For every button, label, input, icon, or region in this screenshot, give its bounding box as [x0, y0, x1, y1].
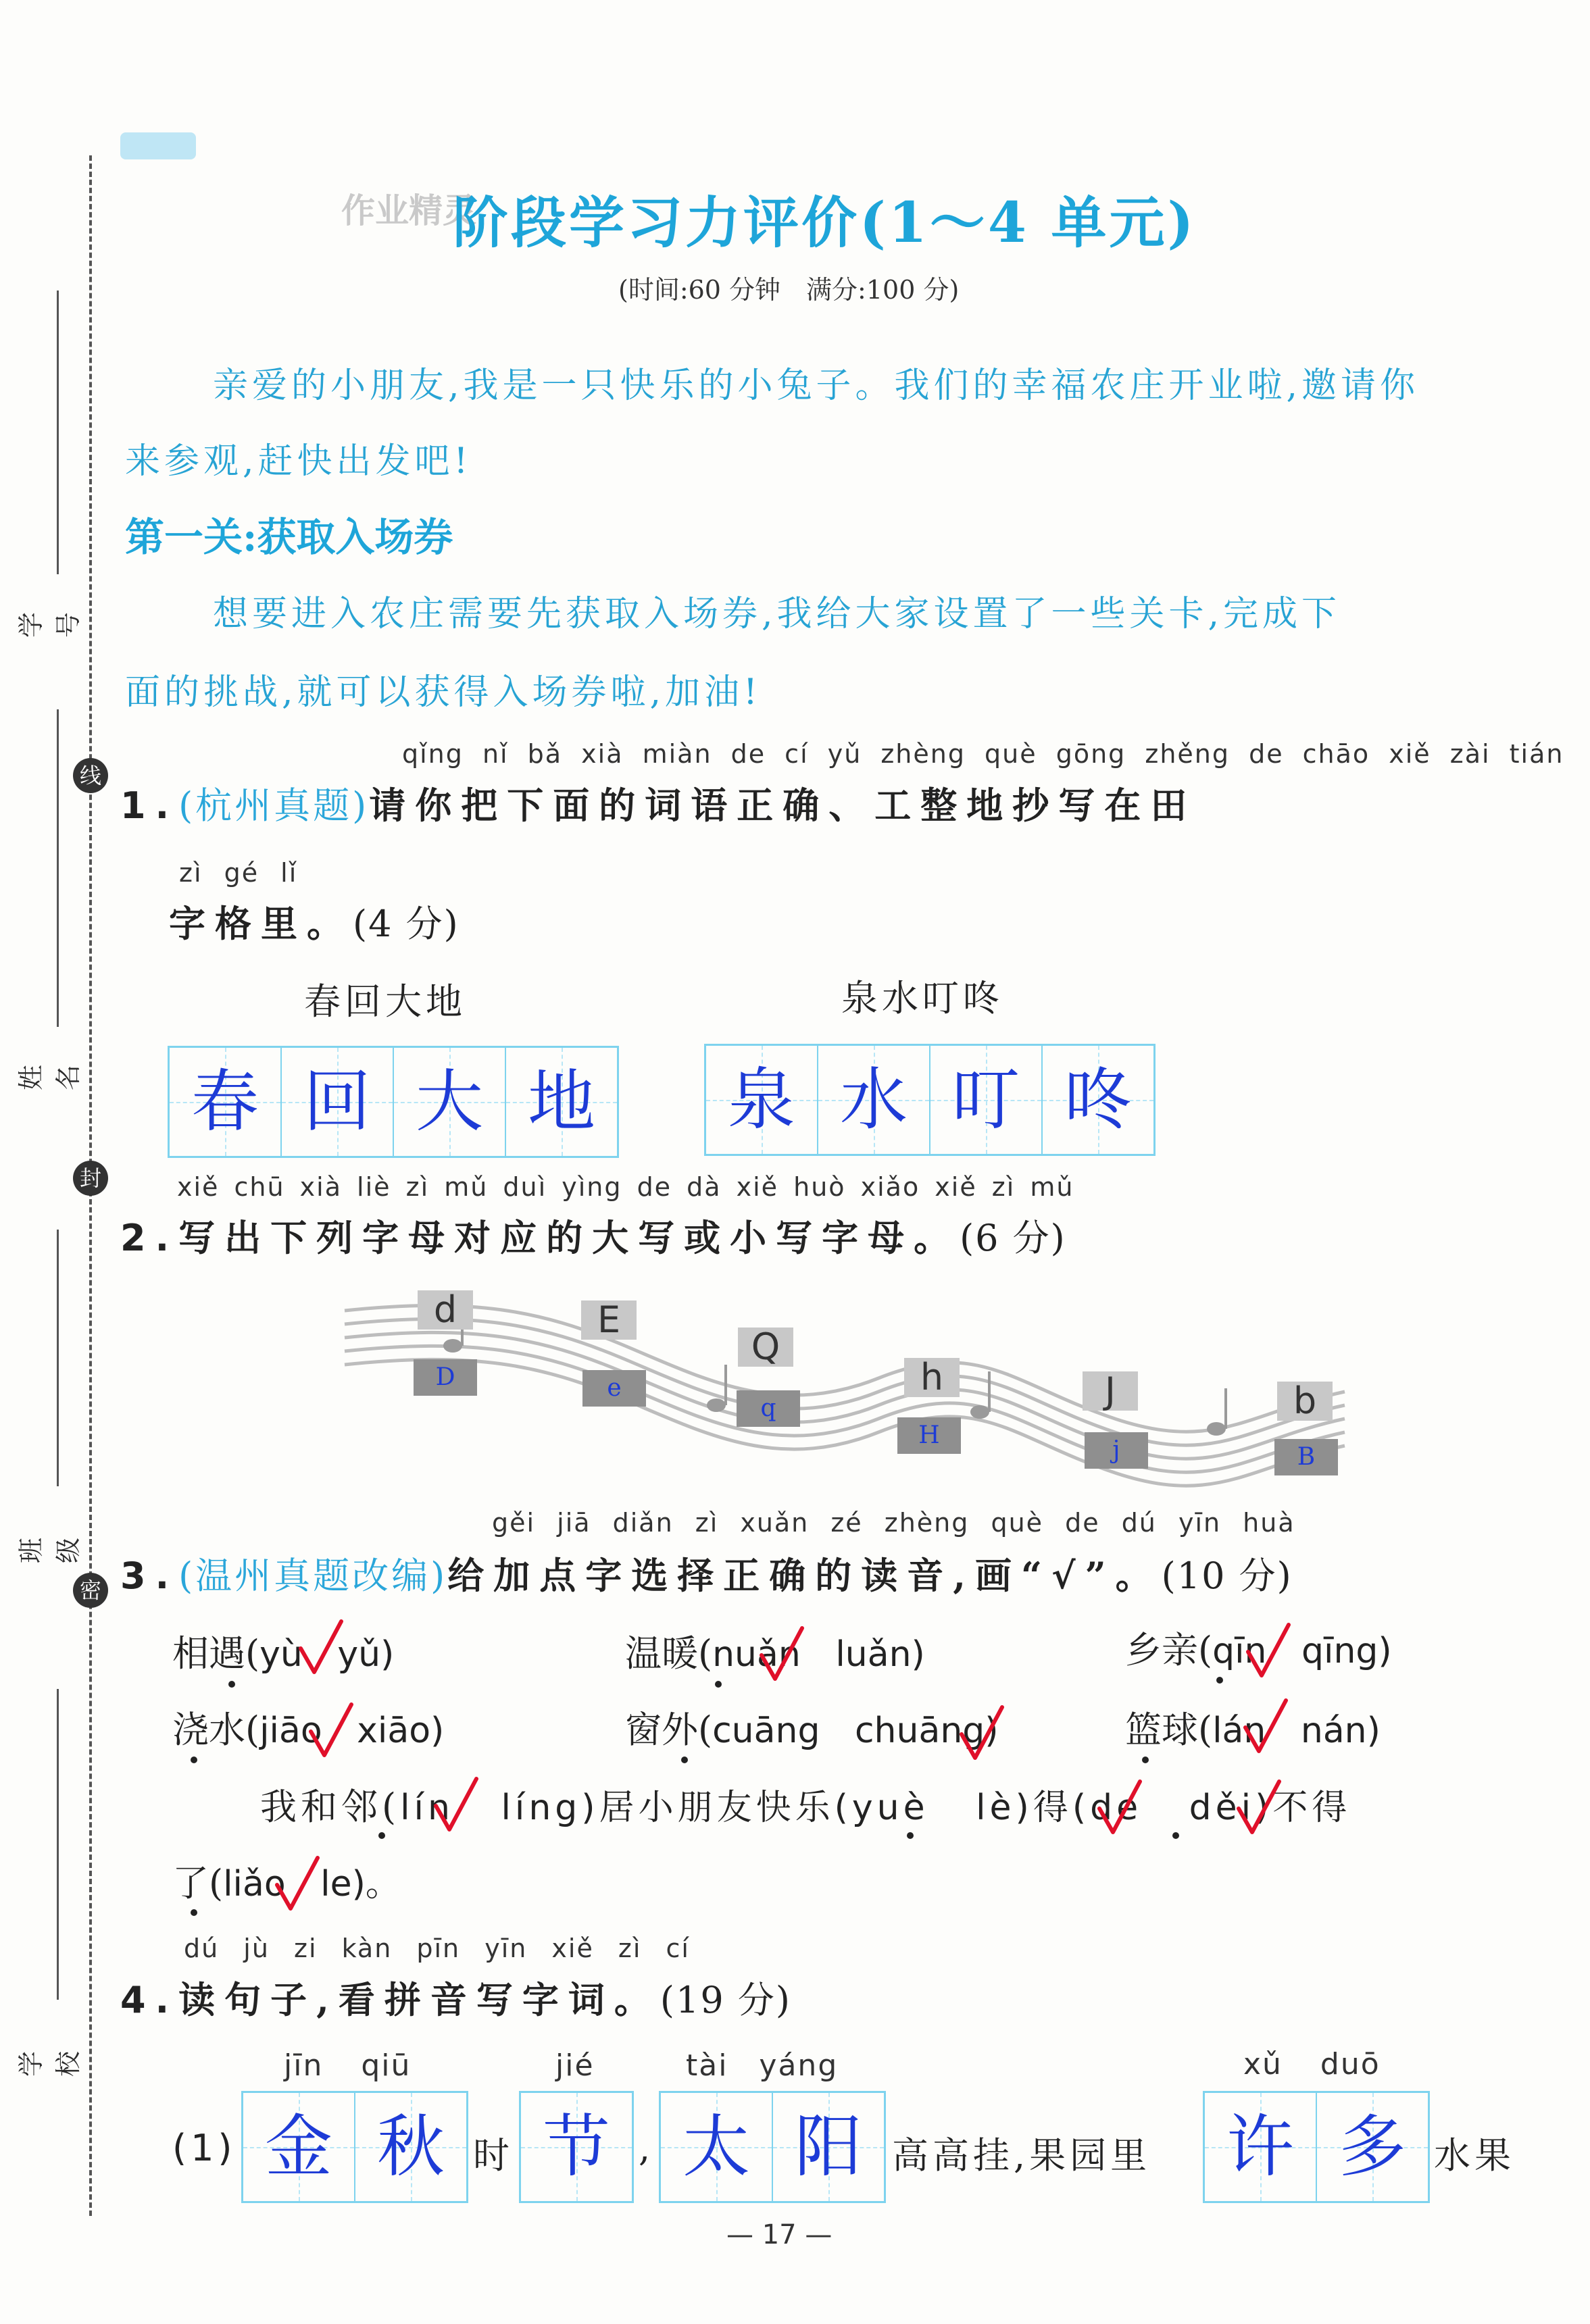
emphasis-dot: [907, 1832, 914, 1839]
answer-e[interactable]: e: [582, 1370, 646, 1407]
q3-text: 给加点字选择正确的读音,画“√”。: [447, 1554, 1162, 1597]
q3-score: (10 分): [1161, 1555, 1293, 1597]
q3-sentence-end: 了(liǎo le)。: [172, 1862, 401, 1904]
q3-item-3: 乡亲(qīn qīng): [1125, 1629, 1392, 1671]
student-id-line: [57, 290, 59, 574]
q4-pinyin-jie: jié: [555, 2048, 595, 2083]
option-lan[interactable]: lán: [1212, 1711, 1266, 1751]
q1-prompt-2: [169, 895, 459, 947]
letter-E: E: [581, 1300, 637, 1340]
grid-cell[interactable]: 秋: [355, 2093, 466, 2201]
emphasis-dot: [228, 1681, 235, 1688]
answer-H[interactable]: H: [897, 1417, 961, 1454]
letter-Q: Q: [738, 1328, 793, 1367]
option-yu3[interactable]: yǔ): [337, 1634, 395, 1675]
grid-cell[interactable]: 多: [1317, 2093, 1428, 2201]
class-line: [57, 1230, 59, 1486]
header-tag: [120, 132, 196, 159]
grid-cell[interactable]: 叮: [930, 1046, 1043, 1154]
q2-pinyin: xiě chū xià liè zì mǔ duì yìng de dà xiě huò xiǎo xiě zì mǔ: [177, 1172, 1074, 1202]
option-le4[interactable]: lè)得(: [976, 1788, 1091, 1828]
option-ling2[interactable]: líng)居小朋友快乐(: [501, 1788, 852, 1828]
answer-j[interactable]: j: [1085, 1432, 1148, 1469]
q1-score: (4 分): [353, 903, 459, 945]
grid-cell[interactable]: 咚: [1043, 1046, 1153, 1154]
q1-source: (杭州真题): [178, 784, 370, 827]
option-le[interactable]: le)。: [320, 1864, 401, 1904]
name-label: 姓名: [16, 1065, 83, 1091]
q1-grid-1: [168, 1046, 619, 1158]
q4-text-comma: ,: [639, 2127, 655, 2169]
q3-sentence: 我和邻(lín líng)居小朋友快乐(yuè lè)得(de děi)不得: [260, 1786, 1351, 1828]
check-mark-icon: [297, 1618, 345, 1679]
option-yu4[interactable]: yù: [259, 1634, 303, 1675]
q3-item-2: 温暖(nuǎn luǎn): [625, 1632, 925, 1675]
q3-prompt: [120, 1547, 1293, 1599]
watermark: 作业精灵: [341, 191, 476, 230]
q3-source: (温州真题改编): [178, 1555, 448, 1597]
grid-cell[interactable]: 大: [394, 1048, 506, 1156]
option-luan[interactable]: luǎn): [835, 1634, 925, 1675]
q4-number: 4.: [120, 1979, 179, 2021]
check-mark-icon: [274, 1854, 321, 1915]
check-mark-icon: [1096, 1778, 1143, 1839]
q1-number: 1.: [120, 784, 179, 827]
emphasis-dot: [191, 1757, 197, 1763]
q1-grid-2: [704, 1044, 1156, 1156]
q2-number: 2.: [120, 1217, 179, 1259]
check-mark-icon: [1242, 1697, 1289, 1758]
q3-number: 3.: [120, 1555, 179, 1597]
check-mark-icon: [758, 1625, 805, 1686]
q4-pinyin: dú jù zi kàn pīn yīn xiě zì cí: [184, 1934, 690, 1963]
answer-B[interactable]: B: [1274, 1439, 1338, 1475]
q4-grid-xuduo: [1203, 2091, 1430, 2203]
option-cuang[interactable]: cuāng: [712, 1711, 820, 1751]
grid-cell[interactable]: 春: [170, 1048, 282, 1156]
option-nan[interactable]: nán): [1300, 1711, 1381, 1751]
q3-item-5: 窗外(cuāng chuāng): [625, 1709, 999, 1751]
option-yue[interactable]: yuè: [851, 1788, 929, 1828]
option-chuang[interactable]: chuāng): [854, 1711, 999, 1751]
q2-score: (6 分): [960, 1217, 1066, 1259]
q3-item-4: 浇水(jiāo xiāo): [172, 1709, 445, 1751]
q4-grid-taiyang: [659, 2091, 886, 2203]
letter-J: J: [1083, 1371, 1138, 1411]
q1-pinyin-2: zì gé lǐ: [179, 858, 298, 888]
q1-word-2: 泉水叮咚: [841, 977, 1003, 1019]
emphasis-dot: [1216, 1677, 1223, 1684]
q4-text-end: 水果: [1434, 2134, 1515, 2177]
option-de[interactable]: de: [1090, 1788, 1143, 1828]
q2-text: 写出下列字母对应的大写或小写字母。: [178, 1216, 960, 1259]
bead-line: 线: [73, 758, 108, 793]
q3-item-6: 篮球(lán nán): [1125, 1709, 1381, 1751]
grid-cell[interactable]: 太: [661, 2093, 773, 2201]
option-jiao[interactable]: jiāo: [259, 1711, 322, 1751]
letter-h: h: [904, 1358, 960, 1397]
emphasis-dot: [715, 1681, 722, 1688]
class-label: 班级: [16, 1538, 83, 1564]
bead-seal: 封: [73, 1161, 108, 1196]
q4-prompt: [120, 1971, 791, 2023]
grid-cell[interactable]: 阳: [773, 2093, 884, 2201]
music-staff-illustration: [338, 1270, 1351, 1493]
section-line-1: 想要进入农庄需要先获取入场券,我给大家设置了一些关卡,完成下: [213, 594, 1341, 634]
emphasis-dot: [1142, 1757, 1149, 1763]
q4-text: 读句子,看拼音写字词。: [178, 1978, 660, 2021]
check-mark-icon: [432, 1775, 480, 1836]
school-line: [57, 1689, 59, 2000]
emphasis-dot: [378, 1832, 385, 1839]
q4-grid-jinqiu: [241, 2091, 468, 2203]
student-id-label: 学号: [16, 612, 83, 638]
q4-text-shi: 时: [473, 2134, 514, 2177]
q4-pinyin-taiyang: tài yáng: [686, 2048, 839, 2083]
q4-pinyin-xuduo: xǔ duō: [1243, 2047, 1381, 2081]
grid-cell[interactable]: 金: [243, 2093, 355, 2201]
answer-D[interactable]: D: [414, 1359, 477, 1396]
check-mark-icon: [307, 1701, 355, 1762]
check-mark-icon: [1245, 1621, 1292, 1682]
emphasis-dot: [1172, 1832, 1179, 1839]
page-number: — 17 —: [726, 2219, 833, 2250]
q1-text-2: 字格里。: [169, 902, 353, 945]
check-mark-icon: [958, 1704, 1005, 1765]
intro-line-1: 亲爱的小朋友,我是一只快乐的小兔子。我们的幸福农庄开业啦,邀请你: [213, 365, 1420, 406]
option-qing[interactable]: qīng): [1301, 1631, 1392, 1671]
q4-score: (19 分): [660, 1979, 791, 2021]
q1-word-1: 春回大地: [304, 980, 466, 1023]
grid-cell[interactable]: 泉: [706, 1046, 818, 1154]
q1-prompt: [120, 777, 1196, 829]
grid-cell[interactable]: 许: [1205, 2093, 1317, 2201]
q4-pinyin-jinqiu: jīn qiū: [284, 2048, 412, 2083]
emphasis-dot: [191, 1909, 197, 1916]
option-dei[interactable]: děi)不得: [1189, 1788, 1351, 1828]
q4-text-middle: 高高挂,果园里: [892, 2134, 1151, 2177]
letter-d: d: [418, 1290, 473, 1330]
q3-pinyin: gěi jiā diǎn zì xuǎn zé zhèng què de dú yīn huà: [492, 1508, 1295, 1538]
page-title: 阶段学习力评价(1～4 单元): [453, 191, 1197, 255]
option-xiao[interactable]: xiāo): [357, 1711, 445, 1751]
q4-item-number: (1): [172, 2127, 237, 2169]
option-liao[interactable]: liǎo: [223, 1864, 286, 1904]
check-mark-icon: [1235, 1778, 1283, 1839]
bead-secret: 密: [73, 1573, 108, 1608]
school-label: 学校: [16, 2051, 83, 2077]
exam-info: (时间:60 分钟 满分:100 分): [618, 275, 960, 305]
section-line-2: 面的挑战,就可以获得入场券啦,加油!: [125, 672, 762, 713]
q2-prompt: [120, 1209, 1066, 1261]
q1-pinyin: qǐng nǐ bǎ xià miàn de cí yǔ zhèng què gōng zhěng de chāo xiě zài tián: [402, 739, 1564, 769]
q3-item-1: 相遇(yù yǔ): [172, 1632, 395, 1675]
letter-b: b: [1277, 1382, 1333, 1421]
option-nuan[interactable]: nuǎn: [712, 1634, 801, 1675]
grid-cell[interactable]: 节: [521, 2093, 632, 2201]
grid-cell[interactable]: 水: [818, 1046, 930, 1154]
emphasis-dot: [681, 1757, 688, 1763]
section-heading: 第一关:获取入场券: [125, 514, 453, 560]
grid-cell[interactable]: 回: [282, 1048, 394, 1156]
q4-grid-jie: [519, 2091, 634, 2203]
name-line: [57, 709, 59, 1027]
option-lin2[interactable]: lín: [400, 1788, 454, 1828]
q1-text: 请你把下面的词语正确、工整地抄写在田: [369, 784, 1197, 827]
option-qin[interactable]: qīn: [1212, 1631, 1267, 1671]
grid-cell[interactable]: 地: [506, 1048, 617, 1156]
intro-line-2: 来参观,赶快出发吧!: [125, 441, 472, 482]
answer-q[interactable]: q: [737, 1390, 800, 1427]
